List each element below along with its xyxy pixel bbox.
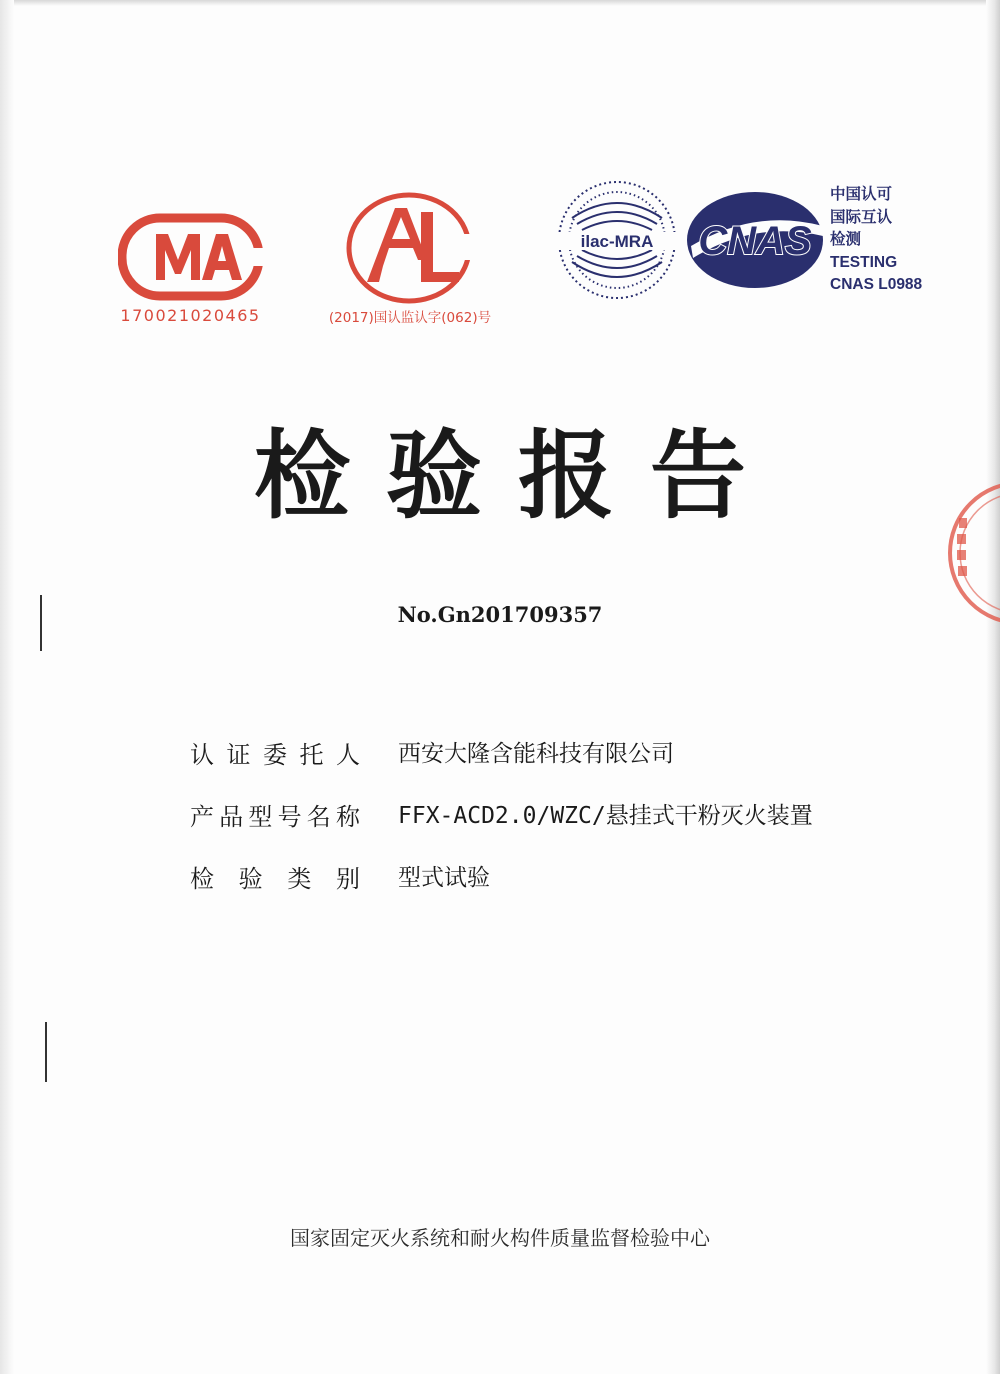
binding-mark-lower <box>45 1022 47 1082</box>
red-seal-stamp <box>945 478 1000 628</box>
cnas-line-5: CNAS L0988 <box>830 276 923 293</box>
report-number: No.Gn201709357 <box>397 602 603 627</box>
cma-certificate-number: 170021020465 <box>120 306 261 325</box>
binding-mark-upper <box>40 595 42 651</box>
info-value-product: FFX-ACD2.0/WZC/悬挂式干粉灭火装置 <box>398 803 813 829</box>
info-value-client: 西安大隆含能科技有限公司 <box>398 741 674 767</box>
paper-edge-right <box>986 0 1000 1374</box>
info-row-product <box>190 797 910 859</box>
cnas-logo <box>683 188 828 293</box>
cma-logo <box>118 212 263 302</box>
cal-certificate-number: (2017)国认监认字(062)号 <box>328 310 492 326</box>
cnas-line-1: 中国认可 <box>830 186 893 203</box>
cnas-mark-text: CNAS <box>698 219 812 263</box>
paper-edge-left <box>0 0 14 1374</box>
cnas-line-2: 国际互认 <box>830 208 893 226</box>
info-label-product: 产品型号名称 <box>190 803 360 831</box>
info-label-client: 认证委托人 <box>190 741 360 769</box>
cnas-accreditation-text <box>830 184 970 297</box>
cnas-line-3: 检测 <box>830 231 862 248</box>
info-label-inspection-type: 检验类别 <box>190 865 360 893</box>
ilac-mark-text: ilac-MRA <box>580 232 654 251</box>
cnas-line-4: TESTING <box>830 253 898 271</box>
ilac-mra-logo <box>552 178 682 303</box>
issuing-organization: 国家固定灭火系统和耐火构件质量监督检验中心 <box>290 1226 710 1250</box>
cal-logo <box>343 190 475 306</box>
info-row-client <box>190 735 910 797</box>
report-info-table <box>190 735 910 921</box>
report-title: 检验报告 <box>254 420 782 532</box>
info-row-inspection-type <box>190 859 910 921</box>
info-value-inspection-type: 型式试验 <box>398 865 490 891</box>
paper-edge-top <box>10 0 1000 6</box>
